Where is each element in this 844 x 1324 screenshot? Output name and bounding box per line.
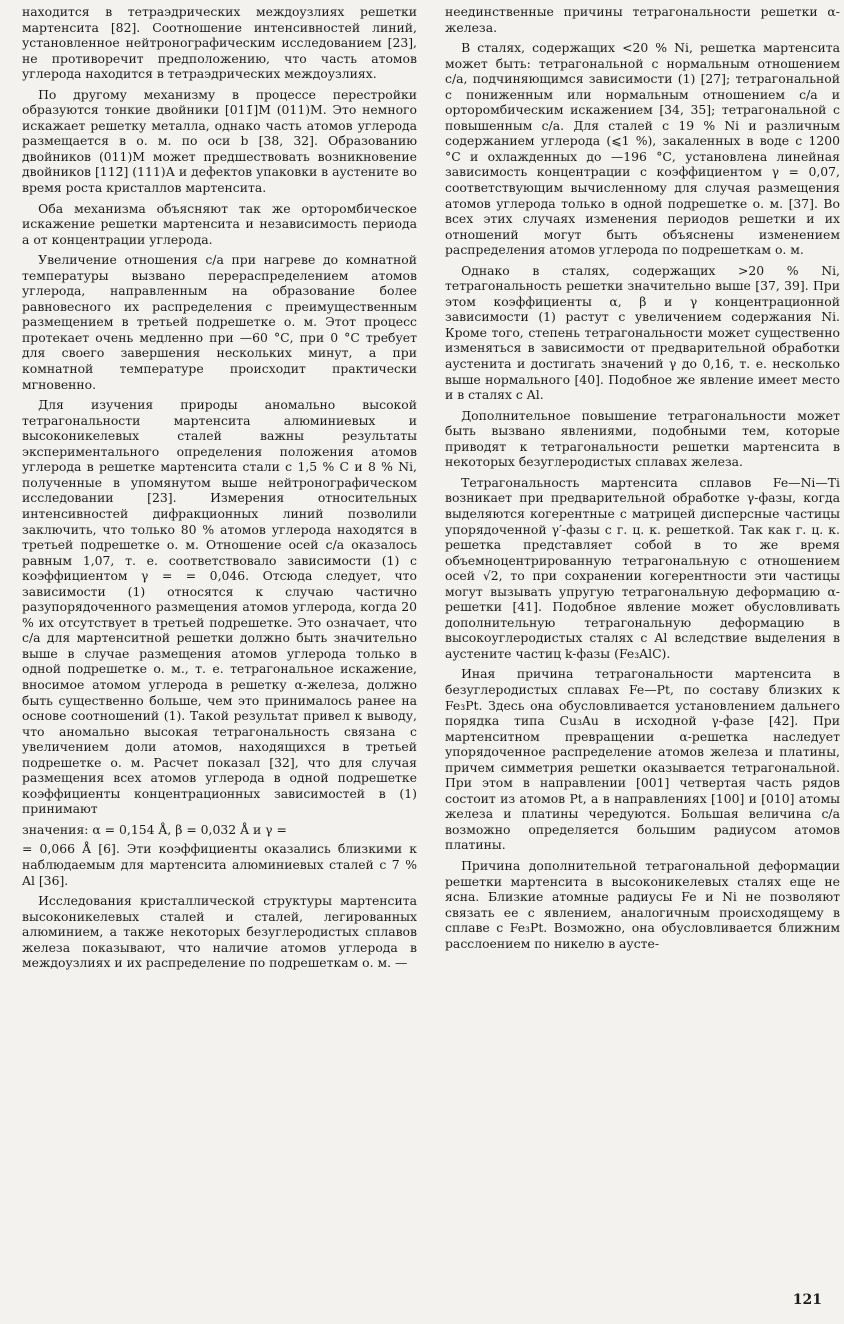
paragraph: Оба механизма объясняют так же орторомбическое искажение решетки мартенсита и независимость периода a от концентрации углерода. <box>22 200 417 247</box>
paragraph: неединственные причины тетрагональности решетки α-железа. <box>445 4 840 35</box>
paragraph: находится в тетраэдрических междоузлиях решетки мартенсита [82]. Соотношение интенсивностей линий, установленное нейтронографическим исследованием [23], не противоречит предположению, что часть атомов углерода находится в тетраэдрических междоузлиях. <box>22 4 417 82</box>
formula-line: значения: α = 0,154 Å, β = 0,032 Å и γ = <box>22 821 287 837</box>
paragraph: Увеличение отношения c/a при нагреве до комнатной температуры вызвано перераспределением атомов углерода, направленным на образование более равновесного их распределения с преимущественным размещением в третьей подрешетке о. м. Этот процесс протекает очень медленно при —60 °С, при 0 °С требует для своего завершения нескольких минут, а при комнатной температуре происходит практически мгновенно. <box>22 252 417 392</box>
paragraph: Дополнительное повышение тетрагональности может быть вызвано явлениями, подобными тем, которые приводят к тетрагональности решетки мартенсита в некоторых безуглеродистых сплавах железа. <box>445 407 840 470</box>
paragraph: Однако в сталях, содержащих >20 % Ni, тетрагональность решетки значительно выше [37, 39]. При этом коэффициенты α, β и γ концентрационной зависимости (1) растут с увеличением содержания Ni. Кроме того, степень тетрагональности может существенно изменяться в зависимости от предварительной обработки аустенита и достигать значений γ до 0,16, т. е. несколько выше нормального [40]. Подобное же явление имеет место и в сталях с Al. <box>445 262 840 403</box>
paragraph: Иная причина тетрагональности мартенсита в безуглеродистых сплавах Fe—Pt, по составу близких к Fe₃Pt. Здесь она обусловливается установлением дальнего порядка типа Cu₃Au в исходной γ-фазе [42]. При мартенситном превращении α-решетка наследует упорядоченное распределение атомов железа и платины, причем симметрия решетки оказывается тетрагональной. При этом в направлении [001] четвертая часть рядов состоит из атомов Pt, а в направлениях [100] и [010] атомы железа и платины чередуются. Большая величина c/a возможно определяется большим радиусом атомов платины. <box>445 666 840 853</box>
right-column <box>445 4 840 956</box>
paragraph: Для изучения природы аномально высокой тетрагональности мартенсита алюминиевых и высоконикелевых сталей важны результаты экспериментального определения положения атомов углерода в решетке мартенсита стали с 1,5 % С и 8 % Ni, полученные в упомянутом выше нейтронографическом исследовании [23]. Измерения относительных интенсивностей дифракционных линий позволили заключить, что только 80 % атомов углерода находятся в третьей подрешетке о. м. Отношение осей c/a оказалось равным 1,07, т. е. соответствовало зависимости (1) с коэффициентом γ = = 0,046. Отсюда следует, что зависимости (1) относятся к случаю частично разупорядоченного размещения атомов углерода, когда 20 % их отсутствует в третьей подрешетке. Это означает, что c/a для мартенситной решетки должно быть значительно выше в случае размещения атомов углерода только в одной подрешетке о. м., т. е. тетрагональное искажение, вносимое атомом углерода в решетку α-железа, должно быть существенно больше, чем это принималось ранее на основе соотношений (1). Такой результат привел к выводу, что аномально высокая тетрагональность связана с увеличением доли атомов, находящихся в третьей подрешетке о. м. Расчет показал [32], что для случая размещения всех атомов углерода в одной подрешетке коэффициенты концентрационных зависимостей в (1) принимают <box>22 397 417 817</box>
paragraph: Причина дополнительной тетрагональной деформации решетки мартенсита в высоконикелевых сталях еще не ясна. Близкие атомные радиусы Fe и Ni не позволяют связать ее с явлением, аналогичным происходящему в сплаве с Fe₃Pt. Возможно, она обусловливается ближним расслоением по никелю в аусте- <box>445 857 840 951</box>
page-number: 121 <box>792 1292 822 1308</box>
left-column <box>22 4 417 976</box>
paragraph: По другому механизму в процессе перестройки образуются тонкие двойники [011̄]М (011)М. Это немного искажает решетку металла, однако часть атомов углерода размещается в о. м. по оси b [38, 32]. Образованию двойников (011)М может предшествовать возникновение двойников [112̄] (111)А и дефектов упаковки в аустените во время роста кристаллов мартенсита. <box>22 86 417 196</box>
paragraph: Исследования кристаллической структуры мартенсита высоконикелевых сталей и сталей, легированных алюминием, а также некоторых безуглеродистых сплавов железа показывают, что наличие атомов углерода в междоузлиях и их распределение по подрешеткам о. м. — <box>22 893 417 971</box>
paragraph: Тетрагональность мартенсита сплавов Fe—Ni—Ti возникает при предварительной обработке γ-фазы, когда выделяются когерентные с матрицей дисперсные частицы упорядоченной γ′-фазы с г. ц. к. решеткой. Так как г. ц. к. решетка представляет собой в то же время объемноцентрированную тетрагональную с отношением осей √2, то при сохранении когерентности эти частицы могут вызывать упругую тетрагональную деформацию α-решетки [41]. Подобное явление может обусловливать дополнительную тетрагональную деформацию в высокоуглеродистых сталях с Al вследствие выделения в аустените частиц k-фазы (Fe₃AlC). <box>445 474 840 661</box>
paragraph: = 0,066 Å [6]. Эти коэффициенты оказались близкими к наблюдаемым для мартенсита алюминиевых сталей с 7 % Al [36]. <box>22 841 417 888</box>
paragraph: В сталях, содержащих <20 % Ni, решетка мартенсита может быть: тетрагональной с нормальным отношением c/a, подчиняющимся зависимости (1) [27]; тетрагональной с пониженным или нормальным отношением c/a и орторомбическим искажением [34, 35]; тетрагональной с повышенным c/a. Для сталей с 19 % Ni и различным содержанием углерода (⩽1 %), закаленных в воде с 1200 °С и охлажденных до —196 °С, установлена линейная зависимость концентрации с коэффициентом γ = 0,07, соответствующим вычисленному для случая размещения атомов углерода только в одной подрешетке о. м. [37]. Во всех этих случаях изменения периодов решетки и их отношений могут быть объяснены изменением распределения атомов углерода по подрешеткам о. м. <box>445 40 840 258</box>
